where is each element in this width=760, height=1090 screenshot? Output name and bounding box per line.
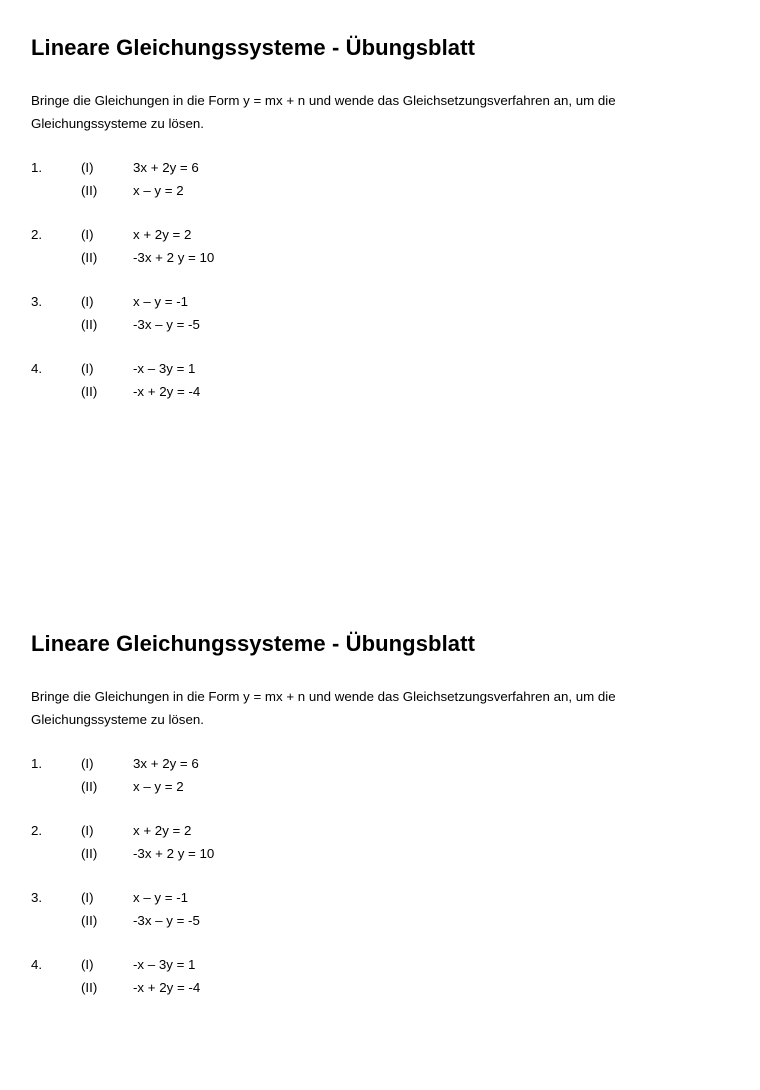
equation-label-i: (I): [81, 957, 94, 972]
exercise-number: 2.: [31, 227, 43, 242]
exercise-1: [31, 157, 431, 203]
exercise-4: [31, 954, 431, 1000]
equation-label-ii: (II): [81, 845, 98, 861]
exercise-3: [31, 887, 431, 933]
exercise-number: 2.: [31, 823, 43, 838]
instructions-text: Bringe die Gleichungen in die Form y = mx + n und wende das Gleichsetzungsverfahren an, um die Gleichungssysteme zu lösen.: [31, 93, 616, 131]
equation-i: -x – 3y = 1: [133, 361, 196, 376]
exercise-2: [31, 224, 431, 270]
equation-i: 3x + 2y = 6: [133, 160, 199, 175]
equation-label-i: (I): [81, 890, 94, 905]
exercise-number: 1.: [31, 160, 43, 175]
exercise-number: 3.: [31, 890, 43, 905]
exercise-number: 3.: [31, 294, 43, 309]
exercise-1: [31, 753, 431, 799]
exercise-number: 1.: [31, 756, 43, 771]
equation-ii: -x + 2y = -4: [133, 383, 201, 399]
equation-ii: x – y = 2: [133, 778, 184, 794]
equation-ii: -3x + 2 y = 10: [133, 845, 215, 861]
equation-label-ii: (II): [81, 778, 98, 794]
exercise-4: [31, 358, 431, 404]
exercise-number: 4.: [31, 957, 43, 972]
equation-label-ii: (II): [81, 316, 98, 332]
equation-label-i: (I): [81, 160, 94, 175]
page-title: Lineare Gleichungssysteme - Übungsblatt: [31, 631, 475, 656]
equation-i: x – y = -1: [133, 294, 189, 309]
equation-ii: x – y = 2: [133, 182, 184, 198]
equation-label-ii: (II): [81, 912, 98, 928]
equation-i: x – y = -1: [133, 890, 189, 905]
equation-label-ii: (II): [81, 249, 98, 265]
equation-label-i: (I): [81, 361, 94, 376]
equation-label-i: (I): [81, 823, 94, 838]
equation-ii: -3x + 2 y = 10: [133, 249, 215, 265]
equation-i: -x – 3y = 1: [133, 957, 196, 972]
equation-label-i: (I): [81, 294, 94, 309]
exercise-2: [31, 820, 431, 866]
equation-label-i: (I): [81, 756, 94, 771]
equation-i: x + 2y = 2: [133, 227, 192, 242]
equation-label-ii: (II): [81, 182, 98, 198]
equation-ii: -3x – y = -5: [133, 316, 200, 332]
page-title: Lineare Gleichungssysteme - Übungsblatt: [31, 35, 475, 60]
exercise-number: 4.: [31, 361, 43, 376]
equation-label-ii: (II): [81, 979, 98, 995]
equation-ii: -3x – y = -5: [133, 912, 200, 928]
exercise-3: [31, 291, 431, 337]
instructions-text: Bringe die Gleichungen in die Form y = mx + n und wende das Gleichsetzungsverfahren an, um die Gleichungssysteme zu lösen.: [31, 689, 616, 727]
equation-label-i: (I): [81, 227, 94, 242]
equation-ii: -x + 2y = -4: [133, 979, 201, 995]
equation-i: x + 2y = 2: [133, 823, 192, 838]
equation-label-ii: (II): [81, 383, 98, 399]
equation-i: 3x + 2y = 6: [133, 756, 199, 771]
